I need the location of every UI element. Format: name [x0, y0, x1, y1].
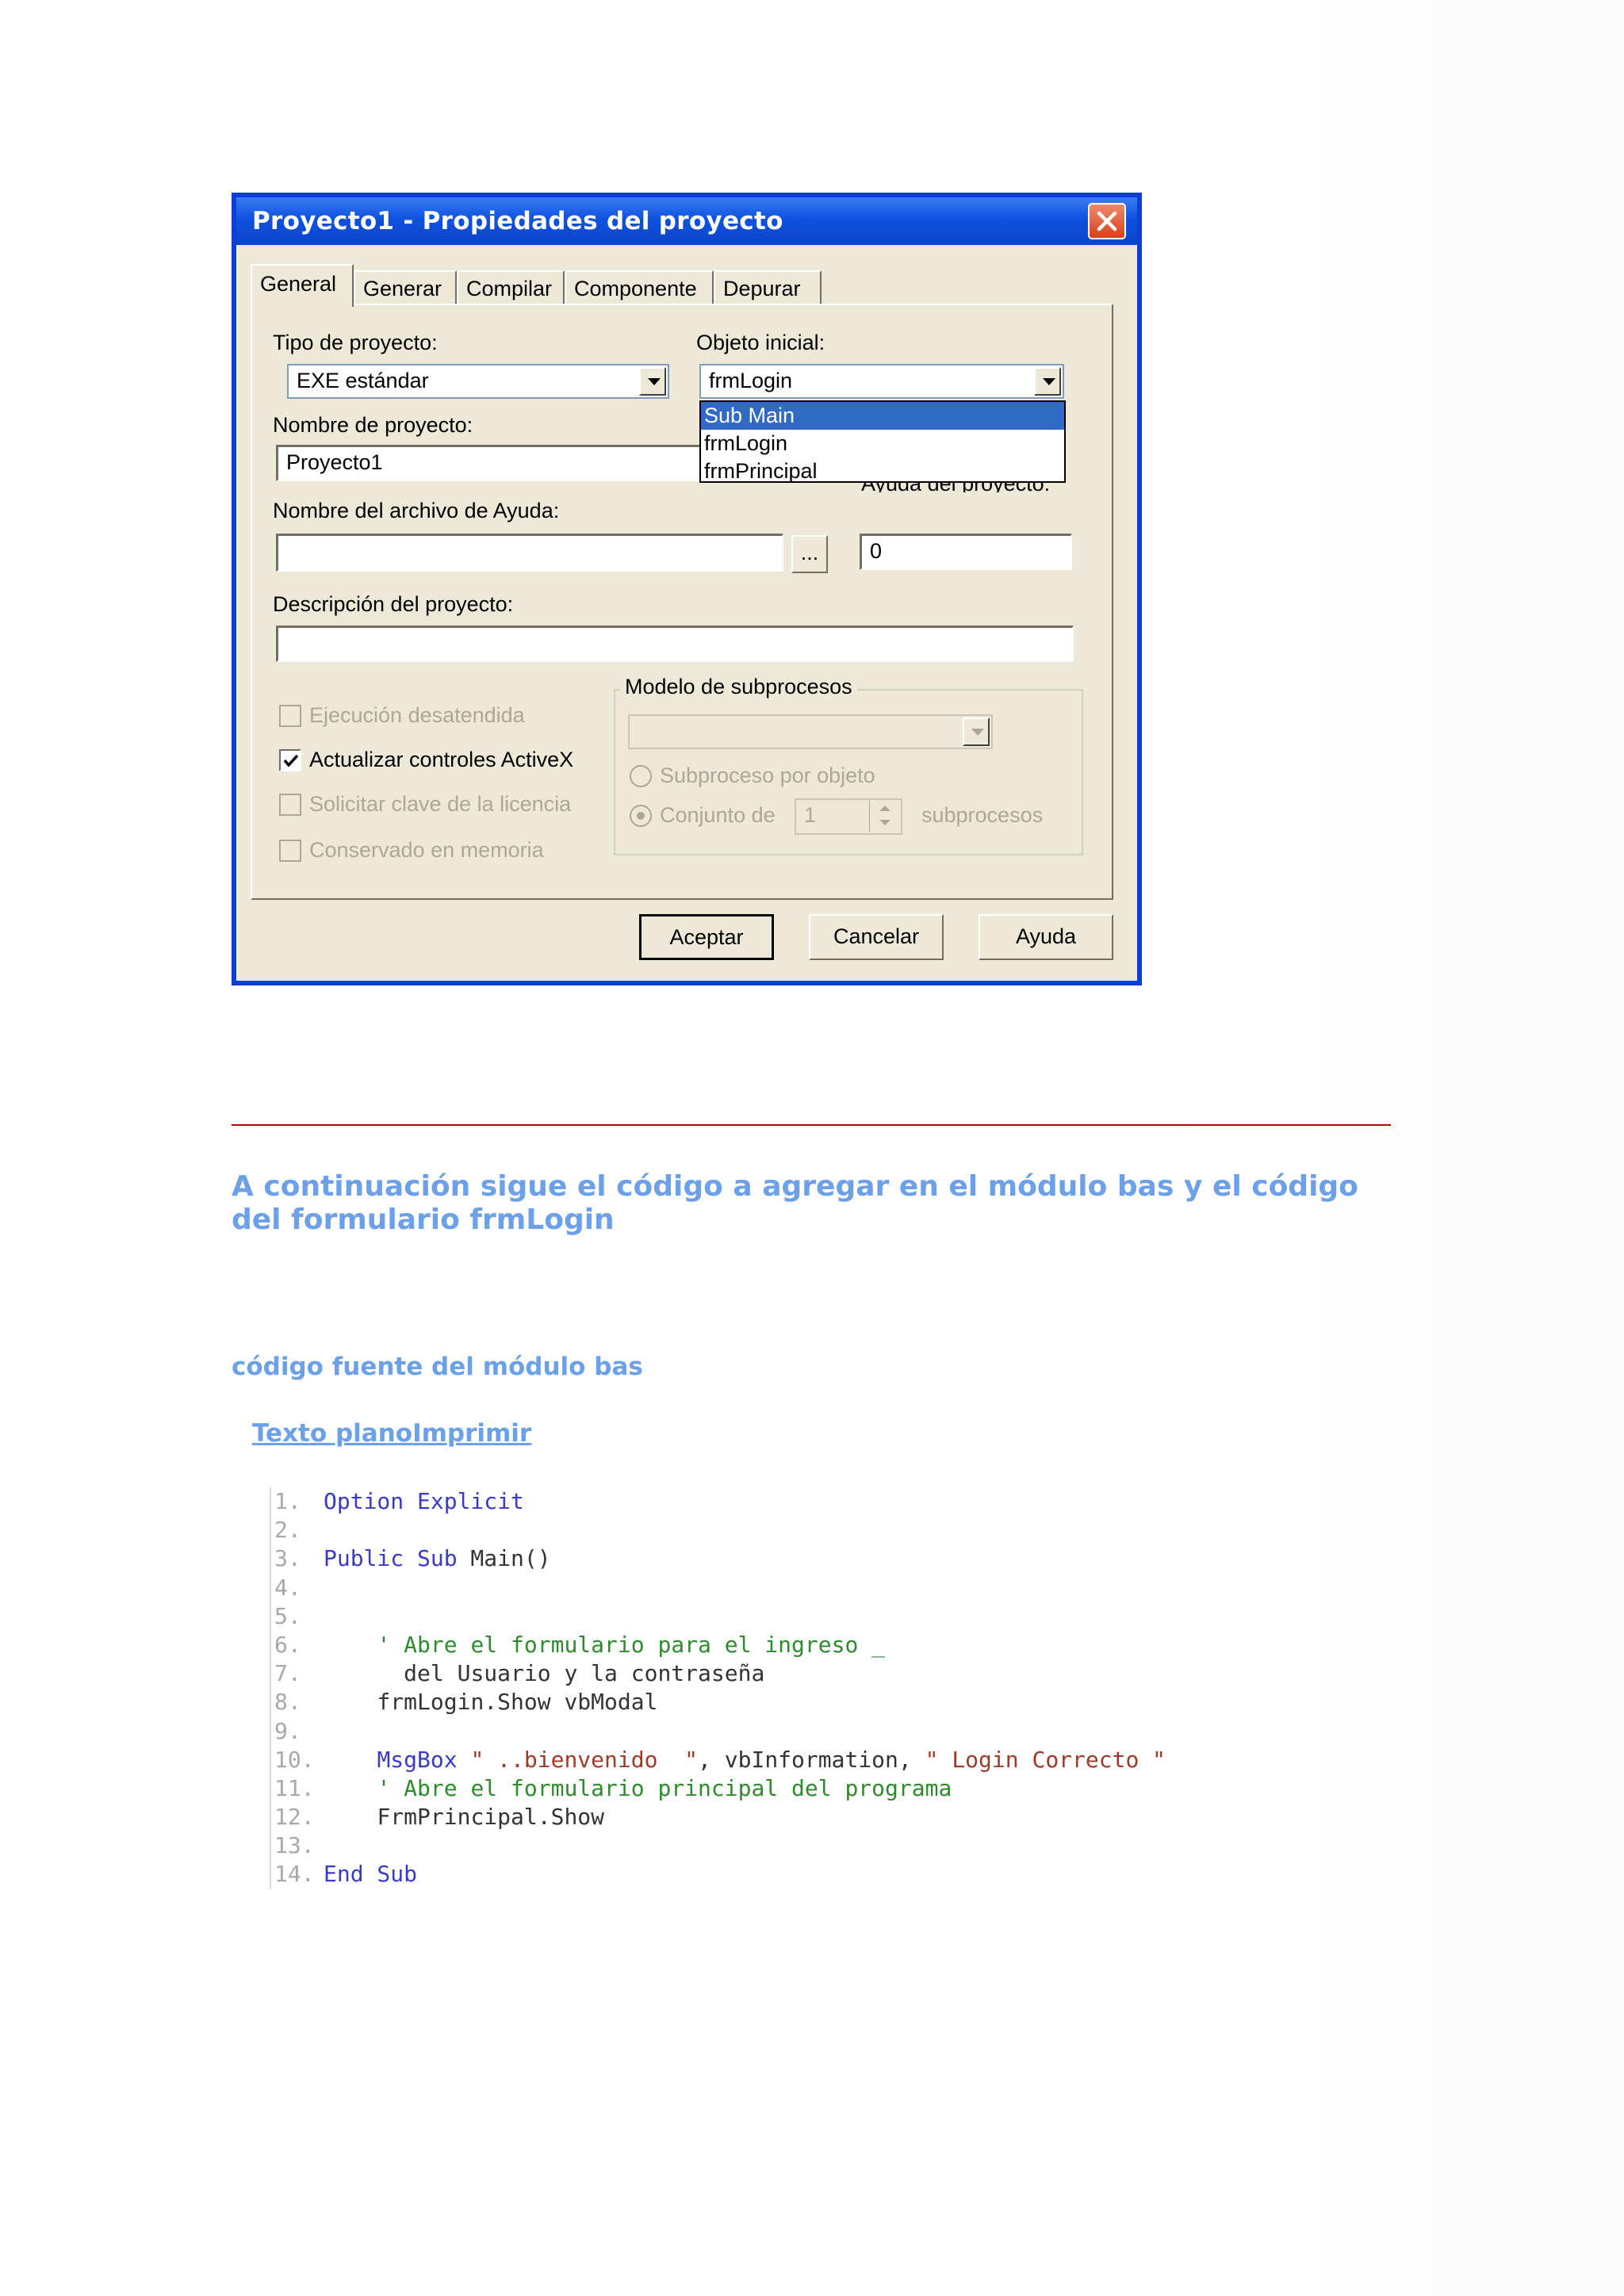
dropdown-option-frmprincipal[interactable]: frmPrincipal	[704, 459, 818, 483]
code-comment: ' Abre el formulario principal del programa	[377, 1774, 952, 1801]
subproceso-por-objeto-label: Subproceso por objeto	[660, 763, 875, 787]
conjunto-value: 1	[804, 803, 817, 827]
tab-compilar[interactable]: Compilar	[457, 270, 565, 305]
chevron-down-icon	[971, 729, 984, 736]
ejecucion-desatendida-label: Ejecución desatendida	[309, 703, 525, 727]
code-line	[274, 1602, 1166, 1631]
code-line	[274, 1631, 1166, 1659]
chevron-down-icon	[1043, 378, 1055, 385]
project-properties-dialog	[232, 193, 1142, 985]
tipo-proyecto-value: EXE estándar	[297, 369, 429, 392]
code-line	[274, 1487, 1166, 1516]
code-line	[274, 1688, 1166, 1716]
print-link[interactable]: Imprimir	[412, 1419, 532, 1448]
chevron-down-icon	[879, 820, 891, 825]
nombre-proyecto-input[interactable]: Proyecto1	[276, 445, 704, 481]
conjunto-spinner[interactable]	[795, 798, 902, 835]
line-number: 11.	[274, 1774, 315, 1801]
tab-depurar[interactable]: Depurar	[714, 270, 822, 305]
chevron-up-icon	[879, 806, 891, 811]
objeto-inicial-label: Objeto inicial:	[696, 331, 825, 354]
code-line	[274, 1717, 1166, 1746]
line-number: 10.	[274, 1746, 315, 1773]
ayuda-proyecto-input[interactable]: 0	[860, 534, 1072, 570]
tab-general[interactable]: General	[251, 264, 354, 307]
code-line	[274, 1659, 1166, 1688]
tipo-proyecto-label: Tipo de proyecto:	[273, 331, 438, 354]
dialog-title: Proyecto1 - Propiedades del proyecto	[252, 207, 783, 235]
chevron-down-icon	[648, 378, 661, 385]
plain-text-link[interactable]: Texto plano	[252, 1419, 413, 1448]
tipo-proyecto-select[interactable]	[287, 364, 669, 399]
line-number: 7.	[274, 1660, 301, 1687]
line-number: 12.	[274, 1804, 315, 1831]
code-text: FrmPrincipal.Show	[377, 1804, 605, 1831]
code-line	[274, 1774, 1166, 1803]
line-number: 9.	[274, 1717, 301, 1744]
tab-componente[interactable]: Componente	[565, 270, 714, 305]
code-string: " Login Correcto "	[925, 1746, 1166, 1773]
checkmark-icon	[282, 752, 301, 771]
ayuda-button[interactable]: Ayuda	[979, 914, 1113, 960]
descripcion-label: Descripción del proyecto:	[273, 592, 514, 616]
close-button[interactable]	[1088, 203, 1126, 239]
code-keyword: MsgBox	[377, 1746, 458, 1773]
conjunto-de-label: Conjunto de	[660, 803, 776, 827]
code-line	[274, 1831, 1166, 1860]
code-string: " ..bienvenido "	[457, 1746, 699, 1773]
descripcion-input[interactable]	[276, 626, 1074, 662]
code-comment: ' Abre el formulario para el ingreso _	[377, 1631, 886, 1658]
solicitar-clave-checkbox[interactable]	[279, 794, 301, 816]
line-number: 13.	[274, 1832, 315, 1859]
code-line	[274, 1860, 1166, 1888]
modelo-subprocesos-title: Modelo de subprocesos	[620, 675, 857, 699]
line-number: 4.	[274, 1574, 301, 1601]
code-subheading: código fuente del módulo bas	[232, 1353, 643, 1381]
conservado-memoria-checkbox[interactable]	[279, 840, 301, 862]
line-number: 2.	[274, 1517, 301, 1544]
aceptar-button[interactable]: Aceptar	[639, 914, 774, 960]
objeto-inicial-dropdown-button[interactable]	[1034, 367, 1061, 396]
objeto-inicial-value: frmLogin	[709, 369, 793, 392]
spin-buttons[interactable]	[869, 801, 901, 832]
actualizar-activex-label: Actualizar controles ActiveX	[309, 748, 574, 771]
close-icon	[1096, 210, 1118, 232]
code-line	[274, 1803, 1166, 1831]
line-number: 14.	[274, 1861, 315, 1888]
dropdown-option-frmlogin[interactable]: frmLogin	[704, 431, 788, 455]
archivo-ayuda-label: Nombre del archivo de Ayuda:	[273, 499, 560, 522]
dialog-body	[236, 245, 1137, 981]
line-number: 1.	[274, 1488, 301, 1514]
modelo-dropdown-button[interactable]	[963, 718, 990, 746]
code-text: frmLogin.Show vbModal	[377, 1689, 658, 1716]
solicitar-clave-label: Solicitar clave de la licencia	[309, 792, 572, 816]
objeto-inicial-dropdown-list	[699, 400, 1066, 483]
section-heading: A continuación sigue el código a agregar en el módulo bas y el código del formulario frmLogin	[232, 1170, 1358, 1236]
code-keyword: End Sub	[324, 1861, 418, 1888]
nombre-proyecto-label: Nombre de proyecto:	[273, 413, 473, 437]
code-line	[274, 1574, 1166, 1602]
code-text: Option Explicit	[324, 1488, 524, 1514]
conservado-memoria-label: Conservado en memoria	[309, 838, 544, 862]
horizontal-rule	[232, 1124, 1391, 1126]
conjunto-de-radio[interactable]	[630, 805, 652, 827]
objeto-inicial-select[interactable]	[699, 364, 1064, 399]
actualizar-activex-checkbox[interactable]	[279, 749, 301, 771]
code-line	[274, 1516, 1166, 1544]
code-toolbar-links	[252, 1419, 531, 1448]
ejecucion-desatendida-checkbox[interactable]	[279, 705, 301, 727]
line-number: 6.	[274, 1631, 301, 1658]
subproceso-por-objeto-radio[interactable]	[630, 765, 652, 787]
cancelar-button[interactable]: Cancelar	[809, 914, 944, 960]
modelo-subprocesos-select[interactable]	[628, 714, 993, 749]
archivo-ayuda-input[interactable]	[276, 534, 783, 572]
line-number: 5.	[274, 1602, 301, 1629]
code-keyword: Public Sub	[324, 1545, 458, 1572]
tipo-proyecto-dropdown-button[interactable]	[639, 367, 666, 396]
tab-generar[interactable]: Generar	[354, 270, 457, 305]
code-line	[274, 1544, 1166, 1573]
code-line	[274, 1746, 1166, 1774]
subprocesos-label: subprocesos	[921, 803, 1044, 827]
dialog-titlebar[interactable]	[236, 197, 1137, 245]
code-text: Main()	[457, 1545, 551, 1572]
line-number: 8.	[274, 1689, 301, 1716]
browse-button[interactable]: ...	[791, 535, 828, 573]
code-block	[270, 1487, 1166, 1889]
code-text: del Usuario y la contraseña	[377, 1660, 765, 1687]
code-text: , vbInformation,	[698, 1746, 925, 1773]
dropdown-option-sub-main[interactable]: Sub Main	[701, 402, 1064, 430]
line-number: 3.	[274, 1545, 301, 1572]
